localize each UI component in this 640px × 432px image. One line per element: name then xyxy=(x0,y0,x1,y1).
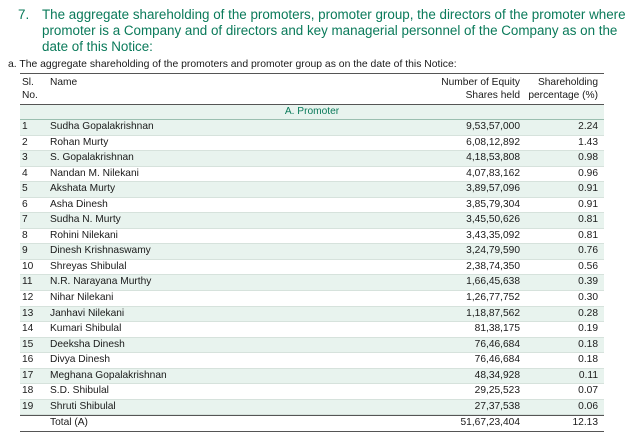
cell-pct: 0.91 xyxy=(578,198,598,210)
table-row xyxy=(20,353,604,369)
cell-pct: 0.39 xyxy=(578,276,598,288)
cell-sl: 17 xyxy=(22,369,34,381)
cell-sl: 2 xyxy=(22,136,28,148)
table-caption: a. The aggregate shareholding of the promoters and promoter group as on the date of this Notice: xyxy=(8,59,457,70)
cell-pct: 0.19 xyxy=(578,323,598,335)
section-label-promoter: A. Promoter xyxy=(20,105,604,120)
cell-name: Rohan Murty xyxy=(50,136,109,148)
cell-shares: 1,26,77,752 xyxy=(466,292,520,304)
total-shares: 51,67,23,404 xyxy=(460,417,520,429)
cell-name: Sudha Gopalakrishnan xyxy=(50,121,154,132)
shareholding-table xyxy=(20,73,604,432)
header-pct-line2: percentage (%) xyxy=(528,90,598,101)
cell-pct: 0.18 xyxy=(578,338,598,350)
cell-shares: 81,38,175 xyxy=(474,323,520,335)
table-row xyxy=(20,275,604,291)
cell-sl: 7 xyxy=(22,214,28,226)
cell-name: Asha Dinesh xyxy=(50,198,108,210)
cell-sl: 3 xyxy=(22,152,28,164)
cell-pct: 0.96 xyxy=(578,167,598,179)
table-row xyxy=(20,244,604,260)
table-body xyxy=(20,120,604,432)
cell-sl: 13 xyxy=(22,307,34,319)
table-row xyxy=(20,120,604,136)
cell-sl: 15 xyxy=(22,338,34,350)
cell-name: Meghana Gopalakrishnan xyxy=(50,369,167,381)
cell-name: S.D. Shibulal xyxy=(50,385,109,397)
cell-sl: 14 xyxy=(22,323,34,335)
cell-pct: 2.24 xyxy=(578,121,598,132)
header-shares-line2: Shares held xyxy=(465,90,520,101)
cell-shares: 2,38,74,350 xyxy=(466,260,520,272)
table-row xyxy=(20,400,604,416)
cell-name: N.R. Narayana Murthy xyxy=(50,276,152,288)
cell-name: Sudha N. Murty xyxy=(50,214,121,226)
table-row xyxy=(20,198,604,214)
table-header xyxy=(20,73,604,105)
cell-pct: 1.43 xyxy=(578,136,598,148)
cell-name: Rohini Nilekani xyxy=(50,229,118,241)
cell-sl: 19 xyxy=(22,400,34,412)
header-shares xyxy=(441,76,520,102)
cell-name: Shreyas Shibulal xyxy=(50,260,127,272)
cell-name: Kumari Shibulal xyxy=(50,323,122,335)
cell-sl: 12 xyxy=(22,292,34,304)
header-sl xyxy=(22,76,38,102)
cell-shares: 3,85,79,304 xyxy=(466,198,520,210)
cell-shares: 1,66,45,638 xyxy=(466,276,520,288)
table-row xyxy=(20,260,604,276)
header-percentage xyxy=(528,76,598,102)
cell-sl: 9 xyxy=(22,245,28,257)
cell-name: Deeksha Dinesh xyxy=(50,338,125,350)
cell-pct: 0.07 xyxy=(578,385,598,397)
cell-shares: 76,46,684 xyxy=(474,354,520,366)
table-row xyxy=(20,151,604,167)
header-sl-line1: Sl. xyxy=(22,77,34,88)
table-row xyxy=(20,182,604,198)
cell-name: Janhavi Nilekani xyxy=(50,307,125,319)
table-row xyxy=(20,136,604,152)
cell-sl: 6 xyxy=(22,198,28,210)
cell-pct: 0.56 xyxy=(578,260,598,272)
cell-name: Dinesh Krishnaswamy xyxy=(50,245,151,257)
total-row xyxy=(20,415,604,432)
cell-pct: 0.98 xyxy=(578,152,598,164)
cell-name: Nihar Nilekani xyxy=(50,292,114,304)
cell-sl: 4 xyxy=(22,167,28,179)
cell-pct: 0.91 xyxy=(578,183,598,195)
cell-pct: 0.18 xyxy=(578,354,598,366)
cell-name: S. Gopalakrishnan xyxy=(50,152,134,164)
cell-shares: 27,37,538 xyxy=(474,400,520,412)
cell-sl: 10 xyxy=(22,260,34,272)
cell-shares: 76,46,684 xyxy=(474,338,520,350)
cell-sl: 18 xyxy=(22,385,34,397)
table-row xyxy=(20,322,604,338)
cell-name: Shruti Shibulal xyxy=(50,400,116,412)
cell-sl: 1 xyxy=(22,121,28,132)
table-row xyxy=(20,384,604,400)
cell-sl: 11 xyxy=(22,276,33,288)
header-shares-line1: Number of Equity xyxy=(441,77,520,88)
heading-number: 7. xyxy=(18,7,30,22)
table-row xyxy=(20,369,604,385)
cell-pct: 0.06 xyxy=(578,400,598,412)
cell-pct: 0.76 xyxy=(578,245,598,257)
cell-shares: 4,07,83,162 xyxy=(466,167,520,179)
cell-sl: 8 xyxy=(22,229,28,241)
cell-sl: 16 xyxy=(22,354,34,366)
header-sl-line2: No. xyxy=(22,90,38,101)
table-row xyxy=(20,213,604,229)
cell-shares: 3,89,57,096 xyxy=(466,183,520,195)
section-heading xyxy=(18,7,630,55)
cell-name: Divya Dinesh xyxy=(50,354,111,366)
cell-shares: 3,24,79,590 xyxy=(466,245,520,257)
cell-pct: 0.11 xyxy=(578,369,598,381)
cell-shares: 1,18,87,562 xyxy=(466,307,520,319)
cell-shares: 4,18,53,808 xyxy=(466,152,520,164)
header-name: Name xyxy=(50,77,78,88)
table-row xyxy=(20,307,604,323)
cell-name: Nandan M. Nilekani xyxy=(50,167,139,179)
cell-pct: 0.28 xyxy=(578,307,598,319)
cell-pct: 0.30 xyxy=(578,292,598,304)
cell-shares: 29,25,523 xyxy=(474,385,520,397)
table-row xyxy=(20,167,604,183)
cell-sl: 5 xyxy=(22,183,28,195)
cell-pct: 0.81 xyxy=(578,229,598,241)
total-label: Total (A) xyxy=(50,417,88,429)
table-row xyxy=(20,338,604,354)
heading-text: The aggregate shareholding of the promoters, promoter group, the directors of the promoter where promoter is a Company and of directors and key managerial personnel of the Company as on the date of this Notice: xyxy=(42,7,626,54)
total-pct: 12.13 xyxy=(572,417,598,429)
table-row xyxy=(20,291,604,307)
table-row xyxy=(20,229,604,245)
cell-name: Akshata Murty xyxy=(50,183,116,195)
cell-shares: 3,45,50,626 xyxy=(466,214,520,226)
cell-shares: 3,43,35,092 xyxy=(466,229,520,241)
cell-shares: 6,08,12,892 xyxy=(466,136,520,148)
cell-pct: 0.81 xyxy=(578,214,598,226)
header-pct-line1: Shareholding xyxy=(537,77,598,88)
cell-shares: 9,53,57,000 xyxy=(466,121,520,132)
cell-shares: 48,34,928 xyxy=(474,369,520,381)
